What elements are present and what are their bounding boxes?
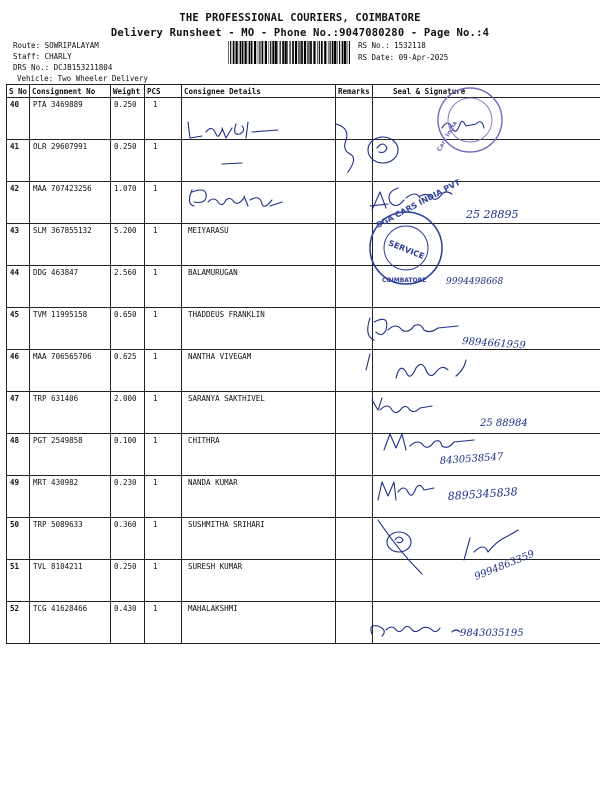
barcode-bar — [275, 41, 277, 64]
barcode-bar — [307, 41, 308, 64]
barcode-bar — [308, 41, 309, 64]
barcode-bar — [310, 41, 312, 64]
barcode-bar — [248, 41, 249, 64]
barcode-bar — [233, 41, 235, 64]
cell-pcs: 1 — [145, 434, 182, 476]
cell-pcs: 1 — [145, 266, 182, 308]
runsheet-title: THE PROFESSIONAL COURIERS, COIMBATORE — [179, 12, 421, 24]
cell-weight: 0.230 — [111, 476, 145, 518]
cell-remarks — [336, 308, 373, 350]
cell-weight: 0.430 — [111, 602, 145, 644]
col-header-pcs: PCS — [145, 85, 182, 98]
cell-consignment: TRP 5089633 — [30, 518, 111, 560]
barcode-bar — [280, 41, 281, 64]
barcode-bar — [304, 41, 306, 64]
cell-sno: 52 — [7, 602, 30, 644]
col-header-weight: Weight — [111, 85, 145, 98]
col-header-consignment: Consignment No — [30, 85, 111, 98]
cell-remarks — [336, 602, 373, 644]
cell-pcs: 1 — [145, 182, 182, 224]
table-row — [7, 392, 600, 434]
purple-seal-text: Cars India — [435, 120, 459, 153]
cell-consignee: SUSHMITHA SRIHARI — [182, 518, 336, 560]
barcode-bar — [249, 41, 250, 64]
cell-consignee: SARANYA SAKTHIVEL — [182, 392, 336, 434]
barcode-bar — [278, 41, 279, 64]
cell-remarks — [336, 98, 373, 140]
cell-pcs: 1 — [145, 518, 182, 560]
cell-consignment: PGT 2549858 — [30, 434, 111, 476]
cell-consignment: MAA 706565706 — [30, 350, 111, 392]
cell-sno: 45 — [7, 308, 30, 350]
cell-remarks — [336, 560, 373, 602]
cell-signature — [373, 308, 600, 350]
cell-signature — [373, 224, 600, 266]
table-row — [7, 140, 600, 182]
cell-weight: 5.200 — [111, 224, 145, 266]
table-header-row — [7, 85, 600, 98]
cell-remarks — [336, 518, 373, 560]
table-row — [7, 266, 600, 308]
barcode-bar — [270, 41, 271, 64]
cell-sno: 40 — [7, 98, 30, 140]
cell-consignment: DDG 463847 — [30, 266, 111, 308]
barcode-bar — [295, 41, 297, 64]
cell-pcs: 1 — [145, 140, 182, 182]
rs-number: RS No.: 1532118 — [358, 41, 426, 50]
barcode-bar — [259, 41, 260, 64]
cell-pcs: 1 — [145, 98, 182, 140]
handwritten-phone: 25 88984 — [480, 418, 528, 429]
barcode-bar — [328, 41, 329, 64]
cell-remarks — [336, 434, 373, 476]
cell-signature — [373, 434, 600, 476]
cell-signature — [373, 266, 600, 308]
cell-sno: 51 — [7, 560, 30, 602]
col-header-sno: S No — [7, 85, 30, 98]
rs-date: RS Date: 09-Apr-2025 — [358, 53, 449, 62]
cell-consignment: TVM 11995158 — [30, 308, 111, 350]
cell-signature — [373, 518, 600, 560]
cell-weight: 0.250 — [111, 98, 145, 140]
table-row — [7, 476, 600, 518]
table-row — [7, 350, 600, 392]
cell-signature — [373, 476, 600, 518]
runsheet-table — [6, 84, 600, 644]
barcode-bar — [240, 41, 241, 64]
barcode-bar — [321, 41, 323, 64]
sga-seal-center: SERVICE — [387, 238, 426, 262]
col-header-remarks: Remarks — [336, 85, 373, 98]
barcode — [228, 41, 350, 64]
cell-remarks — [336, 182, 373, 224]
barcode-bar — [272, 41, 274, 64]
barcode-bar — [265, 41, 267, 64]
cell-consignment: OLR 29607991 — [30, 140, 111, 182]
barcode-bar — [239, 41, 240, 64]
cell-sno: 49 — [7, 476, 30, 518]
barcode-bar — [290, 41, 291, 64]
cell-remarks — [336, 266, 373, 308]
handwritten-phone: 9994863359 — [473, 548, 537, 583]
cell-signature — [373, 392, 600, 434]
cell-consignee: MEIYARASU — [182, 224, 336, 266]
cell-weight: 2.560 — [111, 266, 145, 308]
barcode-bar — [324, 41, 326, 64]
cell-sno: 47 — [7, 392, 30, 434]
cell-weight: 0.250 — [111, 560, 145, 602]
cell-consignee — [182, 182, 336, 224]
cell-pcs: 1 — [145, 602, 182, 644]
cell-consignment: SLM 367855132 — [30, 224, 111, 266]
staff-label: Staff: CHARLY — [13, 52, 72, 61]
barcode-bar — [262, 41, 264, 64]
cell-consignment: MRT 430982 — [30, 476, 111, 518]
cell-consignment: MAA 707423256 — [30, 182, 111, 224]
barcode-bar — [337, 41, 338, 64]
cell-sno: 48 — [7, 434, 30, 476]
barcode-bar — [258, 41, 259, 64]
cell-pcs: 1 — [145, 476, 182, 518]
cell-remarks — [336, 476, 373, 518]
runsheet-subtitle: Delivery Runsheet - MO - Phone No.:9047080280 - Page No.:4 — [110, 27, 490, 39]
cell-sno: 50 — [7, 518, 30, 560]
handwritten-phone: 9894661959 — [461, 336, 527, 352]
cell-pcs: 1 — [145, 350, 182, 392]
cell-weight: 0.100 — [111, 434, 145, 476]
cell-consignment: TCG 41628466 — [30, 602, 111, 644]
barcode-bar — [298, 41, 299, 64]
col-header-signature: Seal & Signature — [373, 85, 600, 98]
sga-seal-bottom: COIMBATORE — [382, 277, 427, 284]
barcode-bar — [344, 41, 346, 64]
cell-remarks — [336, 350, 373, 392]
cell-remarks — [336, 140, 373, 182]
table-row — [7, 308, 600, 350]
cell-signature — [373, 140, 600, 182]
cell-signature — [373, 602, 600, 644]
barcode-bar — [230, 41, 231, 64]
cell-pcs: 1 — [145, 560, 182, 602]
cell-consignee — [182, 140, 336, 182]
barcode-bar — [317, 41, 318, 64]
cell-sno: 42 — [7, 182, 30, 224]
barcode-bar — [334, 41, 336, 64]
barcode-bar — [301, 41, 303, 64]
table-row — [7, 560, 600, 602]
cell-weight: 1.070 — [111, 182, 145, 224]
cell-pcs: 1 — [145, 392, 182, 434]
barcode-bar — [236, 41, 238, 64]
barcode-bar — [287, 41, 288, 64]
barcode-bar — [282, 41, 284, 64]
cell-consignment: TVL 8104211 — [30, 560, 111, 602]
cell-signature — [373, 560, 600, 602]
barcode-bar — [242, 41, 244, 64]
barcode-bar — [342, 41, 344, 64]
cell-weight: 0.650 — [111, 308, 145, 350]
cell-weight: 0.250 — [111, 140, 145, 182]
handwritten-phone: 8430538547 — [439, 451, 504, 467]
cell-signature — [373, 350, 600, 392]
drs-number: DRS No.: DCJB153211804 — [13, 63, 113, 72]
sga-seal-text: SGA CARS INDIA PVT — [374, 177, 462, 230]
cell-consignee: MAHALAKSHMI — [182, 602, 336, 644]
barcode-bar — [251, 41, 253, 64]
barcode-bar — [299, 41, 300, 64]
handwritten-phone: 9994498668 — [446, 277, 504, 287]
cell-sno: 44 — [7, 266, 30, 308]
barcode-bar — [330, 41, 331, 64]
cell-signature — [373, 98, 600, 140]
cell-sno: 41 — [7, 140, 30, 182]
cell-consignee — [182, 98, 336, 140]
barcode-bar — [349, 41, 350, 64]
route-label: Route: SOWRIPALAYAM — [13, 41, 99, 50]
cell-sno: 43 — [7, 224, 30, 266]
table-row — [7, 224, 600, 266]
cell-consignment: TRP 631406 — [30, 392, 111, 434]
col-header-consignee: Consignee Details — [182, 85, 336, 98]
cell-consignment: PTA 3469889 — [30, 98, 111, 140]
table-row — [7, 98, 600, 140]
cell-pcs: 1 — [145, 224, 182, 266]
cell-weight: 0.360 — [111, 518, 145, 560]
cell-sno: 46 — [7, 350, 30, 392]
barcode-bar — [339, 41, 340, 64]
cell-consignee: NANDA KUMAR — [182, 476, 336, 518]
handwritten-phone: 25 28895 — [466, 208, 519, 221]
cell-weight: 0.625 — [111, 350, 145, 392]
cell-consignee: SURESH KUMAR — [182, 560, 336, 602]
table-row — [7, 182, 600, 224]
barcode-bar — [228, 41, 229, 64]
handwritten-phone: 9843035195 — [460, 628, 524, 639]
table-row — [7, 434, 600, 476]
barcode-bar — [285, 41, 287, 64]
barcode-bar — [319, 41, 320, 64]
cell-remarks — [336, 392, 373, 434]
vehicle-label: Vehicle: Two Wheeler Delivery — [17, 74, 148, 83]
barcode-bar — [313, 41, 315, 64]
cell-pcs: 1 — [145, 308, 182, 350]
barcode-bar — [292, 41, 294, 64]
barcode-bar — [269, 41, 270, 64]
cell-weight: 2.000 — [111, 392, 145, 434]
barcode-bar — [347, 41, 348, 64]
barcode-bar — [245, 41, 247, 64]
handwritten-phone: 8895345838 — [447, 485, 519, 503]
cell-signature — [373, 182, 600, 224]
cell-consignee: NANTHA VIVEGAM — [182, 350, 336, 392]
cell-consignee: CHITHRA — [182, 434, 336, 476]
cell-remarks — [336, 224, 373, 266]
barcode-bar — [332, 41, 334, 64]
table-row — [7, 602, 600, 644]
cell-consignee: BALAMURUGAN — [182, 266, 336, 308]
cell-consignee: THADDEUS FRANKLIN — [182, 308, 336, 350]
table-row — [7, 518, 600, 560]
barcode-bar — [254, 41, 256, 64]
